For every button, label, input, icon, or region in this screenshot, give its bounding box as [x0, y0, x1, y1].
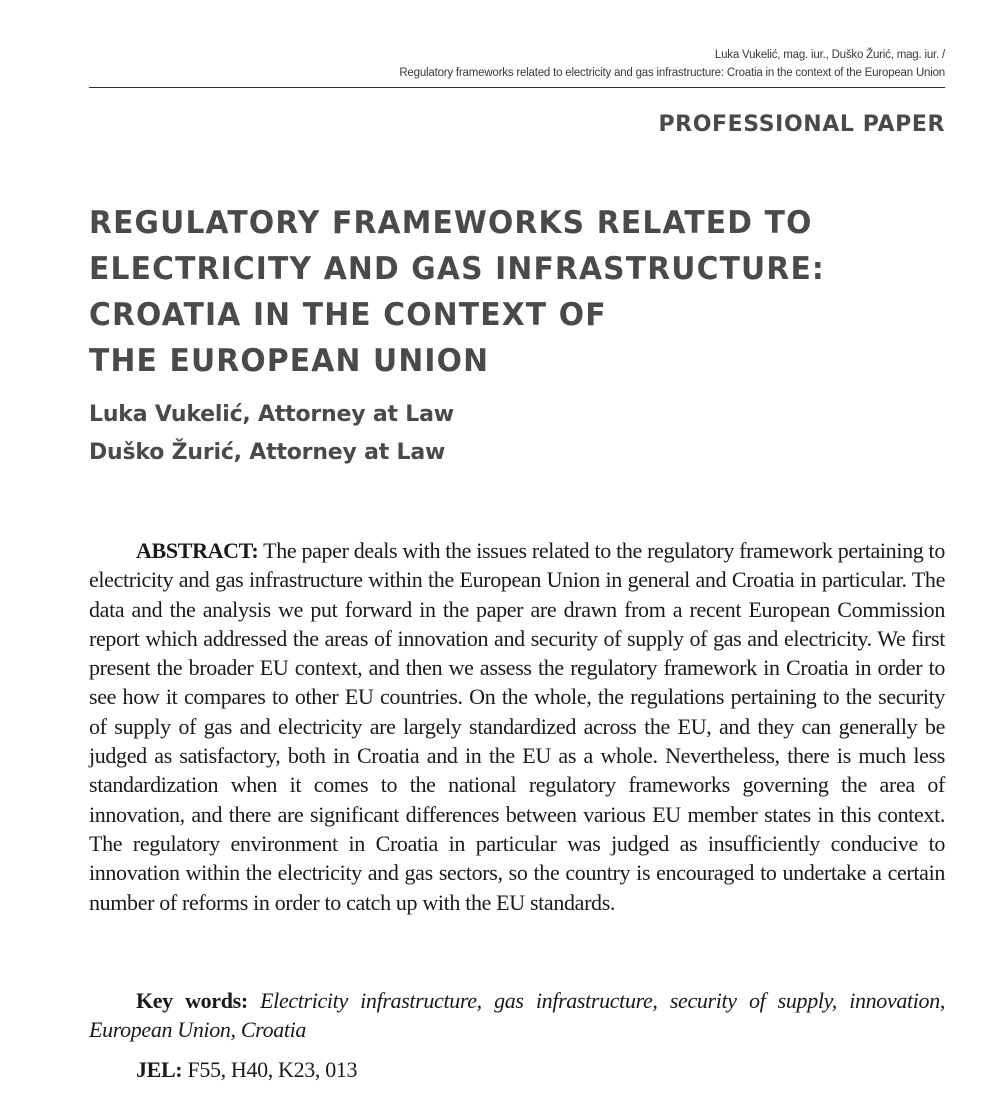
- author: Duško Žurić, Attorney at Law: [89, 440, 446, 465]
- title-line: ELECTRICITY AND GAS INFRASTRUCTURE:: [89, 251, 825, 287]
- keywords-label: Key words:: [136, 988, 248, 1013]
- running-header: [399, 46, 945, 82]
- author-list: [89, 396, 454, 472]
- header-divider: [89, 87, 945, 88]
- title-line: CROATIA IN THE CONTEXT OF: [89, 297, 607, 333]
- keywords: [89, 986, 945, 1045]
- keywords-text: Electricity infrastructure, gas infrastructure, security of supply, innovation, European Union, Croatia: [89, 988, 945, 1043]
- jel-label: JEL:: [136, 1057, 183, 1082]
- title-line: THE EUROPEAN UNION: [89, 343, 490, 379]
- abstract-text: The paper deals with the issues related to the regulatory framework pertaining to electricity and gas infrastructure within the European Union in general and Croatia in particular. The data and the analysis we put forward in the paper are drawn from a recent European Commission report which addressed the areas of innovation and security of supply of gas and electricity. We first present the broader EU context, and then we assess the regulatory framework in Croatia in order to see how it compares to other EU countries. On the whole, the regulations pertaining to the security of supply of gas and electricity are largely standardized across the EU, and they can generally be judged as satisfactory, both in Croatia and in the EU as a whole. Nevertheless, there is much less standardization when it comes to the national regulatory frameworks governing the area of innovation, and there are significant differences between various EU member states in this context. The regulatory environment in Croatia in particular was judged as insufficiently conducive to innovation within the electricity and gas sectors, so the country is encouraged to undertake a certain number of reforms in order to catch up with the EU standards.: [89, 538, 945, 915]
- running-header-title: Regulatory frameworks related to electricity and gas infrastructure: Croatia in the context of the European Union: [399, 67, 945, 79]
- paper-type-label: PROFESSIONAL PAPER: [658, 112, 945, 137]
- abstract-label: ABSTRACT:: [136, 538, 259, 563]
- author: Luka Vukelić, Attorney at Law: [89, 402, 454, 427]
- abstract: [89, 536, 945, 917]
- paper-title: [89, 200, 895, 384]
- running-header-authors: Luka Vukelić, mag. iur., Duško Žurić, mag. iur. /: [714, 49, 945, 61]
- jel-codes: [136, 1055, 357, 1084]
- title-line: REGULATORY FRAMEWORKS RELATED TO: [89, 205, 813, 241]
- jel-text: F55, H40, K23, 013: [187, 1057, 358, 1082]
